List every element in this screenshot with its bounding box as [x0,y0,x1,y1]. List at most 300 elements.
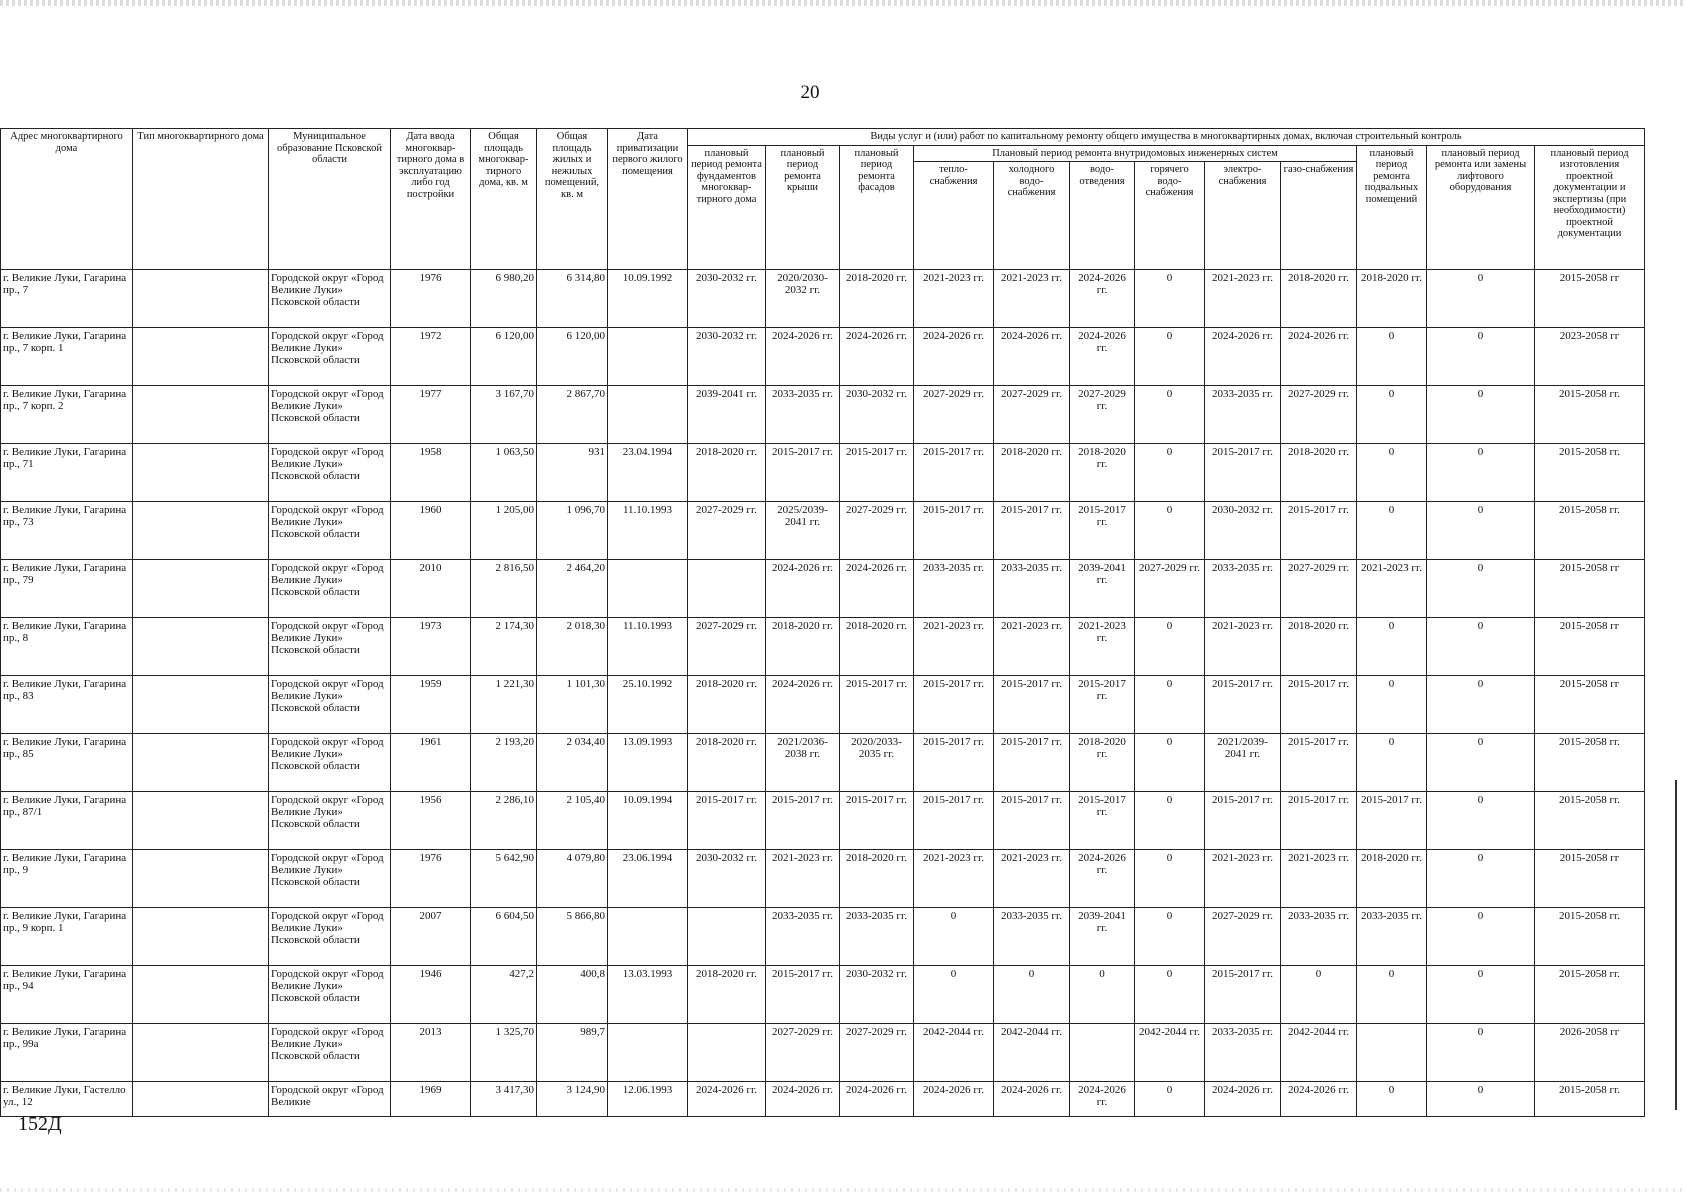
cell-sewerage [1070,1024,1135,1082]
cell-basement: 0 [1357,676,1427,734]
cell-roof: 2024-2026 гг. [766,1082,840,1117]
cell-design: 2015-2058 гг. [1535,444,1645,502]
cell-year: 1972 [391,328,471,386]
cell-area-premises: 2 018,30 [537,618,608,676]
cell-area-total: 6 120,00 [471,328,537,386]
cell-facade: 2027-2029 гг. [840,502,914,560]
cell-gas: 0 [1281,966,1357,1024]
cell-type [133,270,269,328]
cell-roof: 2021-2023 гг. [766,850,840,908]
cell-year: 1969 [391,1082,471,1117]
cell-electric: 2027-2029 гг. [1205,908,1281,966]
cell-heating: 0 [914,908,994,966]
cell-gas: 2021-2023 гг. [1281,850,1357,908]
cell-address: г. Великие Луки, Гагарина пр., 8 [1,618,133,676]
cell-area-premises: 2 867,70 [537,386,608,444]
cell-type [133,908,269,966]
cell-elevator: 0 [1427,676,1535,734]
cell-year: 1961 [391,734,471,792]
cell-electric: 2015-2017 гг. [1205,792,1281,850]
cell-elevator: 0 [1427,850,1535,908]
scan-edge-bottom [0,1188,1686,1192]
cell-municipality: Городской округ «Город Великие Луки» Псковской области [269,386,391,444]
cell-cold-water: 2024-2026 гг. [994,328,1070,386]
cell-privatization [608,560,688,618]
cell-municipality: Городской округ «Город Великие Луки» Псковской области [269,560,391,618]
cell-facade: 2024-2026 гг. [840,560,914,618]
cell-privatization: 11.10.1993 [608,502,688,560]
cell-area-premises: 2 105,40 [537,792,608,850]
cell-design: 2015-2058 гг. [1535,1082,1645,1117]
cell-facade: 2030-2032 гг. [840,386,914,444]
cell-cold-water: 2024-2026 гг. [994,1082,1070,1117]
header-basement: плановый период ремонта подвальных помещений [1357,145,1427,270]
cell-gas: 2018-2020 гг. [1281,618,1357,676]
cell-basement: 2018-2020 гг. [1357,850,1427,908]
cell-type [133,734,269,792]
cell-year: 2010 [391,560,471,618]
cell-hot-water: 0 [1135,328,1205,386]
cell-municipality: Городской округ «Город Великие Луки» Псковской области [269,328,391,386]
scan-edge-top [0,0,1686,6]
cell-elevator: 0 [1427,1024,1535,1082]
cell-electric: 2021/2039-2041 гг. [1205,734,1281,792]
header-roof: плановый период ремонта крыши [766,145,840,270]
cell-cold-water: 2018-2020 гг. [994,444,1070,502]
cell-hot-water: 0 [1135,270,1205,328]
cell-elevator: 0 [1427,966,1535,1024]
cell-cold-water: 2021-2023 гг. [994,270,1070,328]
cell-privatization: 11.10.1993 [608,618,688,676]
cell-heating: 2021-2023 гг. [914,618,994,676]
cell-foundation: 2030-2032 гг. [688,850,766,908]
cell-gas: 2018-2020 гг. [1281,444,1357,502]
cell-foundation [688,908,766,966]
table-row [1,908,1645,966]
cell-elevator: 0 [1427,792,1535,850]
cell-roof: 2018-2020 гг. [766,618,840,676]
cell-hot-water: 0 [1135,502,1205,560]
cell-design: 2026-2058 гг [1535,1024,1645,1082]
table-row [1,270,1645,328]
cell-address: г. Великие Луки, Гагарина пр., 73 [1,502,133,560]
cell-roof: 2024-2026 гг. [766,328,840,386]
cell-area-total: 6 604,50 [471,908,537,966]
cell-electric: 2015-2017 гг. [1205,444,1281,502]
cell-sewerage: 2018-2020 гг. [1070,444,1135,502]
cell-type [133,792,269,850]
cell-foundation: 2027-2029 гг. [688,502,766,560]
cell-year: 1973 [391,618,471,676]
cell-area-total: 2 286,10 [471,792,537,850]
cell-foundation: 2018-2020 гг. [688,676,766,734]
cell-gas: 2027-2029 гг. [1281,386,1357,444]
cell-address: г. Великие Луки, Гагарина пр., 87/1 [1,792,133,850]
cell-gas: 2015-2017 гг. [1281,502,1357,560]
cell-foundation: 2030-2032 гг. [688,328,766,386]
cell-privatization: 13.09.1993 [608,734,688,792]
cell-area-premises: 1 101,30 [537,676,608,734]
cell-address: г. Великие Луки, Гагарина пр., 85 [1,734,133,792]
header-elevator: плановый период ремонта или замены лифтового оборудования [1427,145,1535,270]
cell-roof: 2033-2035 гг. [766,386,840,444]
footer-code: 152Д [18,1113,62,1135]
cell-municipality: Городской округ «Город Великие Луки» Псковской области [269,502,391,560]
cell-privatization: 12.06.1993 [608,1082,688,1117]
cell-privatization: 10.09.1992 [608,270,688,328]
header-address: Адрес многоквартирного дома [1,129,133,270]
cell-hot-water: 0 [1135,850,1205,908]
header-hot-water: горячего водо-снабжения [1135,162,1205,270]
cell-elevator: 0 [1427,560,1535,618]
header-sewerage: водо-отведения [1070,162,1135,270]
header-design: плановый период изготовления проектной документации и экспертизы (при необходимости) проектной документации [1535,145,1645,270]
cell-basement: 0 [1357,502,1427,560]
cell-privatization [608,1024,688,1082]
cell-area-total: 1 063,50 [471,444,537,502]
cell-roof: 2027-2029 гг. [766,1024,840,1082]
cell-basement: 2015-2017 гг. [1357,792,1427,850]
cell-address: г. Великие Луки, Гагарина пр., 99а [1,1024,133,1082]
cell-address: г. Великие Луки, Гагарина пр., 7 [1,270,133,328]
cell-type [133,502,269,560]
cell-area-premises: 6 314,80 [537,270,608,328]
header-area-total: Общая площадь многоквар-тирного дома, кв. м [471,129,537,270]
cell-foundation [688,1024,766,1082]
header-year: Дата ввода многоквар-тирного дома в эксплуатацию либо год постройки [391,129,471,270]
cell-electric: 2015-2017 гг. [1205,676,1281,734]
cell-gas: 2015-2017 гг. [1281,792,1357,850]
cell-area-premises: 5 866,80 [537,908,608,966]
cell-year: 1977 [391,386,471,444]
cell-basement: 0 [1357,966,1427,1024]
cell-area-total: 2 816,50 [471,560,537,618]
cell-cold-water: 2033-2035 гг. [994,560,1070,618]
cell-facade: 2015-2017 гг. [840,676,914,734]
cell-area-premises: 4 079,80 [537,850,608,908]
cell-heating: 2042-2044 гг. [914,1024,994,1082]
cell-basement: 0 [1357,328,1427,386]
cell-address: г. Великие Луки, Гагарина пр., 9 корп. 1 [1,908,133,966]
cell-area-total: 1 205,00 [471,502,537,560]
cell-foundation: 2018-2020 гг. [688,966,766,1024]
cell-year: 1976 [391,270,471,328]
cell-hot-water: 0 [1135,792,1205,850]
table-row [1,1082,1645,1117]
cell-roof: 2015-2017 гг. [766,444,840,502]
cell-facade: 2033-2035 гг. [840,908,914,966]
header-facade: плановый период ремонта фасадов [840,145,914,270]
cell-gas: 2024-2026 гг. [1281,328,1357,386]
cell-sewerage: 2015-2017 гг. [1070,792,1135,850]
cell-foundation [688,560,766,618]
cell-facade: 2030-2032 гг. [840,966,914,1024]
cell-address: г. Великие Луки, Гагарина пр., 83 [1,676,133,734]
cell-municipality: Городской округ «Город Великие Луки» Псковской области [269,966,391,1024]
cell-gas: 2015-2017 гг. [1281,734,1357,792]
cell-hot-water: 0 [1135,676,1205,734]
cell-facade: 2024-2026 гг. [840,328,914,386]
cell-elevator: 0 [1427,1082,1535,1117]
cell-type [133,386,269,444]
cell-cold-water: 2021-2023 гг. [994,618,1070,676]
cell-cold-water: 2033-2035 гг. [994,908,1070,966]
cell-privatization [608,328,688,386]
cell-basement: 2021-2023 гг. [1357,560,1427,618]
cell-roof: 2021/2036-2038 гг. [766,734,840,792]
cell-gas: 2015-2017 гг. [1281,676,1357,734]
cell-type [133,1024,269,1082]
cell-heating: 0 [914,966,994,1024]
cell-heating: 2024-2026 гг. [914,328,994,386]
cell-sewerage: 2015-2017 гг. [1070,676,1135,734]
cell-cold-water: 0 [994,966,1070,1024]
cell-hot-water: 0 [1135,386,1205,444]
header-type: Тип многоквартирного дома [133,129,269,270]
cell-sewerage: 2021-2023 гг. [1070,618,1135,676]
cell-basement: 2033-2035 гг. [1357,908,1427,966]
cell-year: 1958 [391,444,471,502]
cell-area-premises: 989,7 [537,1024,608,1082]
cell-address: г. Великие Луки, Гагарина пр., 94 [1,966,133,1024]
cell-facade: 2018-2020 гг. [840,850,914,908]
cell-year: 1960 [391,502,471,560]
table-row [1,850,1645,908]
cell-roof: 2033-2035 гг. [766,908,840,966]
cell-privatization: 13.03.1993 [608,966,688,1024]
cell-area-premises: 3 124,90 [537,1082,608,1117]
cell-area-premises: 2 034,40 [537,734,608,792]
cell-elevator: 0 [1427,618,1535,676]
cell-year: 1976 [391,850,471,908]
table-row [1,676,1645,734]
cell-design: 2015-2058 гг [1535,560,1645,618]
header-cold-water: холодного водо-снабжения [994,162,1070,270]
cell-municipality: Городской округ «Город Великие Луки» Псковской области [269,676,391,734]
cell-facade: 2018-2020 гг. [840,618,914,676]
cell-cold-water: 2015-2017 гг. [994,792,1070,850]
cell-type [133,966,269,1024]
cell-area-premises: 1 096,70 [537,502,608,560]
table-row [1,1024,1645,1082]
cell-sewerage: 2039-2041 гг. [1070,560,1135,618]
cell-hot-water: 0 [1135,618,1205,676]
cell-municipality: Городской округ «Город Великие Луки» Псковской области [269,270,391,328]
cell-design: 2015-2058 гг [1535,676,1645,734]
cell-hot-water: 2027-2029 гг. [1135,560,1205,618]
cell-area-premises: 400,8 [537,966,608,1024]
cell-year: 1946 [391,966,471,1024]
cell-municipality: Городской округ «Город Великие Луки» Псковской области [269,1024,391,1082]
cell-facade: 2020/2033-2035 гг. [840,734,914,792]
table-row [1,386,1645,444]
cell-heating: 2015-2017 гг. [914,502,994,560]
cell-foundation: 2015-2017 гг. [688,792,766,850]
table-row [1,560,1645,618]
cell-year: 1959 [391,676,471,734]
cell-elevator: 0 [1427,734,1535,792]
header-municipality: Муниципальное образование Псковской области [269,129,391,270]
cell-gas: 2024-2026 гг. [1281,1082,1357,1117]
cell-gas: 2027-2029 гг. [1281,560,1357,618]
cell-address: г. Великие Луки, Гастелло ул., 12 [1,1082,133,1117]
cell-facade: 2015-2017 гг. [840,444,914,502]
cell-electric: 2033-2035 гг. [1205,1024,1281,1082]
cell-facade: 2015-2017 гг. [840,792,914,850]
cell-gas: 2018-2020 гг. [1281,270,1357,328]
cell-cold-water: 2021-2023 гг. [994,850,1070,908]
cell-heating: 2015-2017 гг. [914,444,994,502]
cell-area-total: 6 980,20 [471,270,537,328]
cell-design: 2015-2058 гг. [1535,734,1645,792]
table-row [1,618,1645,676]
cell-elevator: 0 [1427,908,1535,966]
cell-electric: 2033-2035 гг. [1205,386,1281,444]
cell-sewerage: 2024-2026 гг. [1070,270,1135,328]
cell-area-total: 3 167,70 [471,386,537,444]
cell-type [133,1082,269,1117]
cell-heating: 2015-2017 гг. [914,792,994,850]
cell-address: г. Великие Луки, Гагарина пр., 79 [1,560,133,618]
cell-hot-water: 0 [1135,1082,1205,1117]
scan-edge-right [1675,780,1677,1110]
cell-electric: 2021-2023 гг. [1205,270,1281,328]
cell-hot-water: 2042-2044 гг. [1135,1024,1205,1082]
cell-sewerage: 2015-2017 гг. [1070,502,1135,560]
cell-cold-water: 2042-2044 гг. [994,1024,1070,1082]
capital-repair-table [0,128,1645,1117]
table-row [1,444,1645,502]
cell-hot-water: 0 [1135,908,1205,966]
page-number: 20 [800,82,820,103]
cell-privatization: 23.04.1994 [608,444,688,502]
cell-elevator: 0 [1427,502,1535,560]
cell-privatization: 10.09.1994 [608,792,688,850]
cell-privatization: 25.10.1992 [608,676,688,734]
cell-design: 2015-2058 гг [1535,850,1645,908]
cell-area-premises: 6 120,00 [537,328,608,386]
cell-design: 2015-2058 гг. [1535,908,1645,966]
cell-address: г. Великие Луки, Гагарина пр., 9 [1,850,133,908]
header-heating: тепло-снабжения [914,162,994,270]
cell-municipality: Городской округ «Город Великие Луки» Псковской области [269,792,391,850]
cell-sewerage: 2039-2041 гг. [1070,908,1135,966]
cell-foundation: 2030-2032 гг. [688,270,766,328]
cell-type [133,444,269,502]
header-works-group: Виды услуг и (или) работ по капитальному ремонту общего имущества в многоквартирных домах, включая строительный контроль [688,129,1645,146]
cell-heating: 2033-2035 гг. [914,560,994,618]
cell-elevator: 0 [1427,444,1535,502]
cell-electric: 2024-2026 гг. [1205,1082,1281,1117]
cell-hot-water: 0 [1135,734,1205,792]
table-row [1,792,1645,850]
cell-foundation: 2027-2029 гг. [688,618,766,676]
cell-area-total: 2 193,20 [471,734,537,792]
cell-heating: 2021-2023 гг. [914,270,994,328]
cell-type [133,560,269,618]
cell-area-premises: 931 [537,444,608,502]
cell-electric: 2021-2023 гг. [1205,850,1281,908]
cell-sewerage: 2027-2029 гг. [1070,386,1135,444]
cell-area-premises: 2 464,20 [537,560,608,618]
cell-sewerage: 2024-2026 гг. [1070,1082,1135,1117]
cell-design: 2015-2058 гг [1535,618,1645,676]
header-privatization: Дата приватизации первого жилого помещения [608,129,688,270]
cell-heating: 2027-2029 гг. [914,386,994,444]
cell-basement: 2018-2020 гг. [1357,270,1427,328]
cell-heating: 2015-2017 гг. [914,734,994,792]
table-body [1,270,1645,1117]
cell-design: 2015-2058 гг. [1535,792,1645,850]
cell-electric: 2033-2035 гг. [1205,560,1281,618]
cell-elevator: 0 [1427,328,1535,386]
cell-design: 2015-2058 гг. [1535,386,1645,444]
cell-address: г. Великие Луки, Гагарина пр., 71 [1,444,133,502]
cell-roof: 2024-2026 гг. [766,560,840,618]
cell-hot-water: 0 [1135,444,1205,502]
cell-sewerage: 2018-2020 гг. [1070,734,1135,792]
cell-foundation: 2024-2026 гг. [688,1082,766,1117]
cell-municipality: Городской округ «Город Великие Луки» Псковской области [269,618,391,676]
cell-basement: 0 [1357,618,1427,676]
cell-privatization [608,386,688,444]
cell-heating: 2021-2023 гг. [914,850,994,908]
cell-sewerage: 0 [1070,966,1135,1024]
cell-municipality: Городской округ «Город Великие Луки» Псковской области [269,850,391,908]
cell-electric: 2021-2023 гг. [1205,618,1281,676]
cell-elevator: 0 [1427,270,1535,328]
cell-roof: 2025/2039-2041 гг. [766,502,840,560]
cell-privatization: 23.06.1994 [608,850,688,908]
cell-basement [1357,1024,1427,1082]
cell-roof: 2020/2030-2032 гг. [766,270,840,328]
cell-electric: 2030-2032 гг. [1205,502,1281,560]
table-row [1,328,1645,386]
cell-area-total: 5 642,90 [471,850,537,908]
cell-address: г. Великие Луки, Гагарина пр., 7 корп. 2 [1,386,133,444]
cell-type [133,618,269,676]
header-gas: газо-снабжения [1281,162,1357,270]
cell-foundation: 2018-2020 гг. [688,444,766,502]
header-electric: электро-снабжения [1205,162,1281,270]
cell-year: 2013 [391,1024,471,1082]
cell-design: 2015-2058 гг. [1535,502,1645,560]
cell-area-total: 427,2 [471,966,537,1024]
cell-municipality: Городской округ «Город Великие Луки» Псковской области [269,908,391,966]
cell-facade: 2027-2029 гг. [840,1024,914,1082]
cell-municipality: Городской округ «Город Великие [269,1082,391,1117]
cell-design: 2015-2058 гг [1535,270,1645,328]
cell-area-total: 2 174,30 [471,618,537,676]
header-systems-group: Плановый период ремонта внутридомовых инженерных систем [914,145,1357,162]
cell-basement: 0 [1357,734,1427,792]
cell-cold-water: 2027-2029 гг. [994,386,1070,444]
table-row [1,966,1645,1024]
cell-gas: 2042-2044 гг. [1281,1024,1357,1082]
cell-type [133,850,269,908]
cell-type [133,676,269,734]
cell-facade: 2018-2020 гг. [840,270,914,328]
cell-cold-water: 2015-2017 гг. [994,676,1070,734]
cell-electric: 2015-2017 гг. [1205,966,1281,1024]
cell-area-total: 3 417,30 [471,1082,537,1117]
cell-basement: 0 [1357,444,1427,502]
cell-area-total: 1 221,30 [471,676,537,734]
cell-electric: 2024-2026 гг. [1205,328,1281,386]
header-foundation: плановый период ремонта фундаментов многоквар-тирного дома [688,145,766,270]
cell-cold-water: 2015-2017 гг. [994,734,1070,792]
cell-year: 2007 [391,908,471,966]
